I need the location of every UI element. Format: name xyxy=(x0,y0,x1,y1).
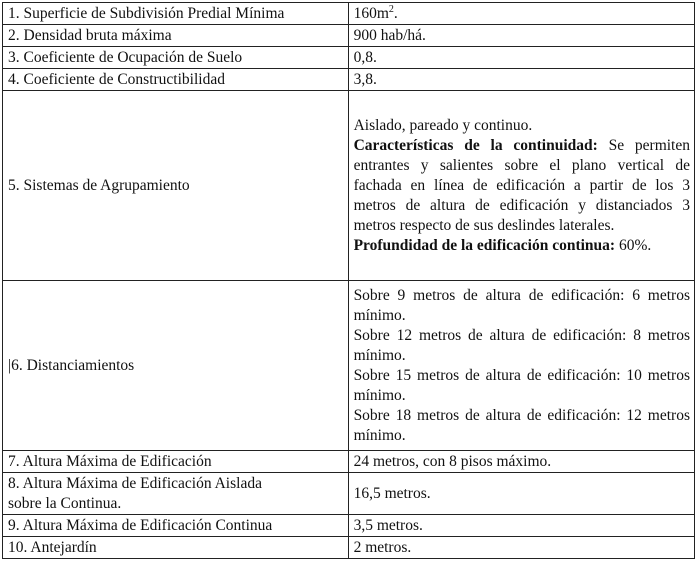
row-value: 16,5 metros. xyxy=(348,473,694,515)
row-label: 3. Coeficiente de Ocupación de Suelo xyxy=(3,47,349,69)
row-value: 0,8. xyxy=(348,47,694,69)
value-text: 160m xyxy=(353,4,389,22)
distance-line: Sobre 9 metros de altura de edificación: 6 metros mínimo. xyxy=(353,286,690,324)
row-value: 3,8. xyxy=(348,69,694,91)
row-label: |6. Distanciamientos xyxy=(3,281,349,451)
table-row xyxy=(3,451,695,473)
row-label xyxy=(3,473,349,515)
table-row xyxy=(3,25,695,47)
grouping-intro: Aislado, pareado y continuo. xyxy=(353,116,533,134)
distance-line: Sobre 18 metros de altura de edificación: 12 metros mínimo. xyxy=(353,406,690,444)
row-label: 1. Superficie de Subdivisión Predial Mínima xyxy=(3,3,349,25)
depth-heading: Profundidad de la edificación continua: xyxy=(353,236,616,254)
row-label: 7. Altura Máxima de Edificación xyxy=(3,451,349,473)
row-value: 900 hab/há. xyxy=(348,25,694,47)
superscript: 2 xyxy=(388,3,394,15)
depth-paragraph xyxy=(354,236,690,256)
table-row xyxy=(3,537,695,559)
label-line: sobre la Continua. xyxy=(8,494,122,512)
table-row xyxy=(3,473,695,515)
row-label: 4. Coeficiente de Constructibilidad xyxy=(3,69,349,91)
row-value xyxy=(348,91,694,281)
continuity-heading: Características de la continuidad: xyxy=(353,136,598,154)
table-row xyxy=(3,515,695,537)
row-value xyxy=(348,281,694,451)
row-label: 5. Sistemas de Agrupamiento xyxy=(3,91,349,281)
table-row xyxy=(3,91,695,281)
row-label: 2. Densidad bruta máxima xyxy=(3,25,349,47)
row-label: 10. Antejardín xyxy=(3,537,349,559)
regulations-table xyxy=(2,2,695,559)
depth-text: 60%. xyxy=(615,236,652,254)
table-row xyxy=(3,47,695,69)
continuity-text: Se permiten entrantes y salientes sobre el plano vertical de fachada en línea de edificación a partir de los 3 metros de altura de edificación y distanciados 3 metros respecto de sus deslindes laterales. xyxy=(353,136,690,234)
distance-line: Sobre 12 metros de altura de edificación: 8 metros mínimo. xyxy=(353,326,690,364)
table-row xyxy=(3,69,695,91)
row-value xyxy=(348,3,694,25)
row-value: 2 metros. xyxy=(348,537,694,559)
row-label: 9. Altura Máxima de Edificación Continua xyxy=(3,515,349,537)
table-row xyxy=(3,281,695,451)
row-value: 3,5 metros. xyxy=(348,515,694,537)
label-line: 8. Altura Máxima de Edificación Aislada xyxy=(8,474,262,492)
distance-line: Sobre 15 metros de altura de edificación: 10 metros mínimo. xyxy=(353,366,690,404)
table-row xyxy=(3,3,695,25)
continuity-paragraph xyxy=(354,136,690,236)
row-value: 24 metros, con 8 pisos máximo. xyxy=(348,451,694,473)
value-suffix: . xyxy=(393,4,398,22)
